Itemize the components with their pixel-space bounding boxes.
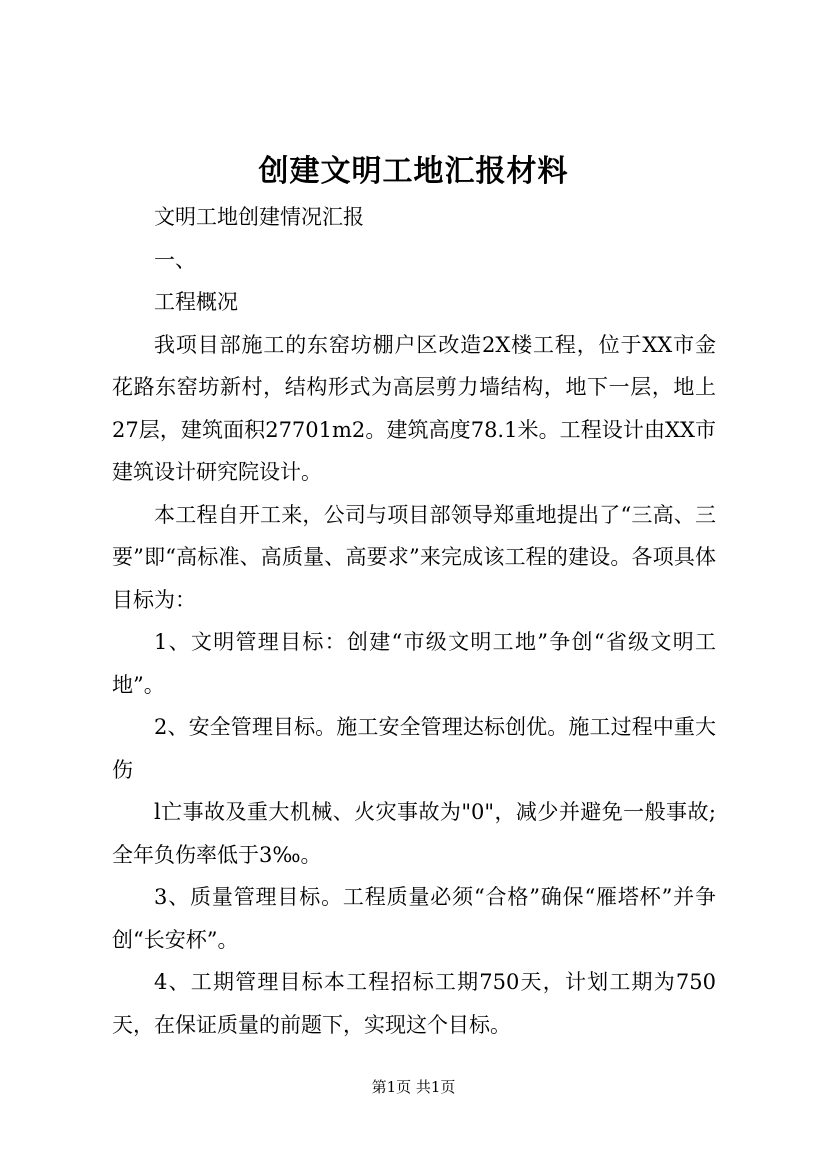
page-footer: 第1页 共1页 <box>371 1078 456 1096</box>
paragraph-safety-goal-cont: l亡事故及重大机械、火灾事故为"0"，减少并避免一般事故;全年负伤率低于3‰。 <box>112 800 716 867</box>
paragraph-section-title: 工程概况 <box>154 290 238 314</box>
paragraph-civilization-goal: 1、文明管理目标：创建“市级文明工地”争创“省级文明工地”。 <box>112 630 716 697</box>
paragraph-schedule-goal: 4、工期管理目标本工程招标工期750天，计划工期为750天，在保证质量的前题下，实现这个目标。 <box>112 970 716 1037</box>
paragraph-report-heading: 文明工地创建情况汇报 <box>154 205 364 229</box>
paragraph-project-overview: 我项目部施工的东窑坊棚户区改造2X楼工程，位于XX市金花路东窑坊新村，结构形式为高层剪力墙结构，地下一层，地上27层，建筑面积27701m2。建筑高度78.1米。工程设计由XX市建筑设计研究院设计。 <box>112 332 716 484</box>
document-title: 创建文明工地汇报材料 <box>258 154 569 189</box>
paragraph-section-number: 一、 <box>154 247 196 272</box>
paragraph-safety-goal: 2、安全管理目标。施工安全管理达标创优。施工过程中重大伤 <box>112 715 716 782</box>
paragraph-goals-intro: 本工程自开工来，公司与项目部领导郑重地提出了“三高、三要”即“高标准、高质量、高要求”来完成该工程的建设。各项具体目标为： <box>112 502 716 612</box>
paragraph-quality-goal: 3、质量管理目标。工程质量必须“合格”确保“雁塔杯”并争创“长安杯”。 <box>112 885 716 952</box>
document-body <box>112 196 716 1046</box>
